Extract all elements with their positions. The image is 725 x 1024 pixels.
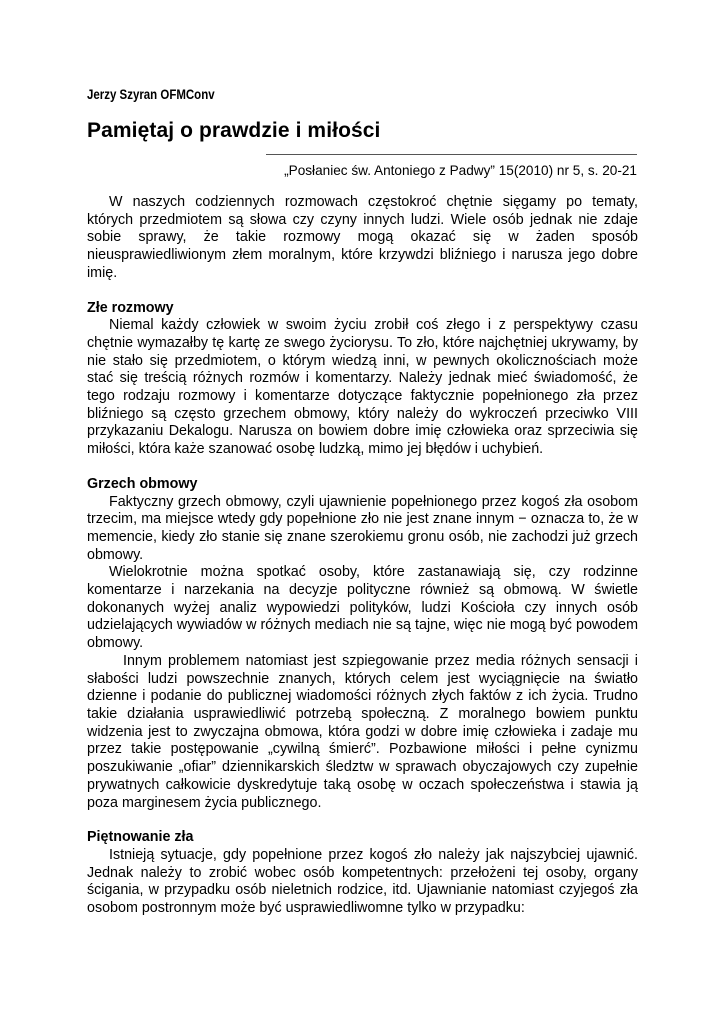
section-gap	[87, 283, 638, 300]
section-heading-pietnowanie-zla: Piętnowanie zła	[87, 829, 194, 846]
article-title: Pamiętaj o prawdzie i miłości	[87, 119, 381, 142]
source-divider	[266, 154, 637, 155]
paragraph: Istnieją sytuacje, gdy popełnione przez kogoś zło należy jak najszybciej ujawnić. Jednak należy to zrobić wobec osób kompetentnych: przełożeni tej osoby, organy ścigania, w przypadku osób nieletnich rodzice, itd. Ujawnianie natomiast czyjegoś zła osobom postronnym może być usprawiedliwomne tylko w przypadku:	[87, 846, 638, 917]
paragraph: Wielokrotnie można spotkać osoby, które zastanawiają się, czy rodzinne komentarze i narzekania na decyzje polityczne również są obmową. W świetle dokonanych wyżej analiz wypowiedzi polityków, ludzi Kościoła czy innych osób udzielających wywiadów w różnych mediach nie są tajne, więc nie mogą być powodem obmowy.	[87, 564, 638, 652]
article-body	[87, 194, 638, 918]
section-heading-grzech-obmowy: Grzech obmowy	[87, 475, 198, 492]
paragraph: Innym problemem natomiast jest szpiegowanie przez media różnych sensacji i słabości ludzi powszechnie znanych, których celem jest wyciągnięcie na światło dzienne i podanie do publicznej wiadomości różnych złych faktów z ich życia. Trudno takie działania usprawiedliwić potrzebą społeczną. Z moralnego bowiem punktu widzenia jest to zwyczajna obmowa, która godzi w dobre imię człowieka i zadaje mu przez takie postępowanie „cywilną śmierć”. Pozbawione miłości i pełne cynizmu poszukiwanie „ofiar” dziennikarskich śledztw w sprawach obyczajowych czy zupełnie prywatnych całkowicie dyskredytuje taką osobę w oczach społeczeństwa i stawia ją poza marginesem życia publicznego.	[87, 652, 638, 811]
author-name: Jerzy Szyran OFMConv	[87, 86, 215, 102]
source-citation: „Posłaniec św. Antoniego z Padwy” 15(2010) nr 5, s. 20-21	[284, 163, 637, 178]
intro-paragraph: W naszych codziennych rozmowach częstokroć chętnie sięgamy po tematy, których przedmiotem są słowa czy czyny innych ludzi. Wiele osób jednak nie zdaje sobie sprawy, że takie rozmowy mogą okazać się w żaden sposób nieusprawiedliwionym złem moralnym, które krzywdzi bliźniego i narusza jego dobre imię.	[87, 194, 638, 281]
section-gap	[87, 459, 638, 476]
paragraph: Faktyczny grzech obmowy, czyli ujawnienie popełnionego przez kogoś zła osobom trzecim, ma miejsce wtedy gdy popełnione zło nie jest znane innym − oznacza to, że w memencie, kiedy zło stanie się znane szerokiemu gronu osób, nie zachodzi już grzech obmowy.	[87, 493, 638, 563]
section-heading-zle-rozmowy: Złe rozmowy	[87, 299, 174, 316]
section-gap	[87, 812, 638, 829]
paragraph: Niemal każdy człowiek w swoim życiu zrobił coś złego i z perspektywy czasu chętnie wymazałby tę kartę ze swego życiorysu. To zło, które najchętniej ukrywamy, by nie stało się przedmiotem, o którym wiedzą inni, w pewnych okolicznościach może stać się treścią różnych rozmów i komentarzy. Należy jednak mieć świadomość, że tego rodzaju rozmowy i komentarze dotyczące faktycznie popełnionego zła przez bliźniego są często grzechem obmowy, który należy do wykroczeń przeciwko VIII przykazaniu Dekalogu. Narusza on bowiem dobre imię człowieka oraz sprzeciwia się miłości, która każe szanować osobę ludzką, mimo jej błędów i uchybień.	[87, 317, 638, 458]
